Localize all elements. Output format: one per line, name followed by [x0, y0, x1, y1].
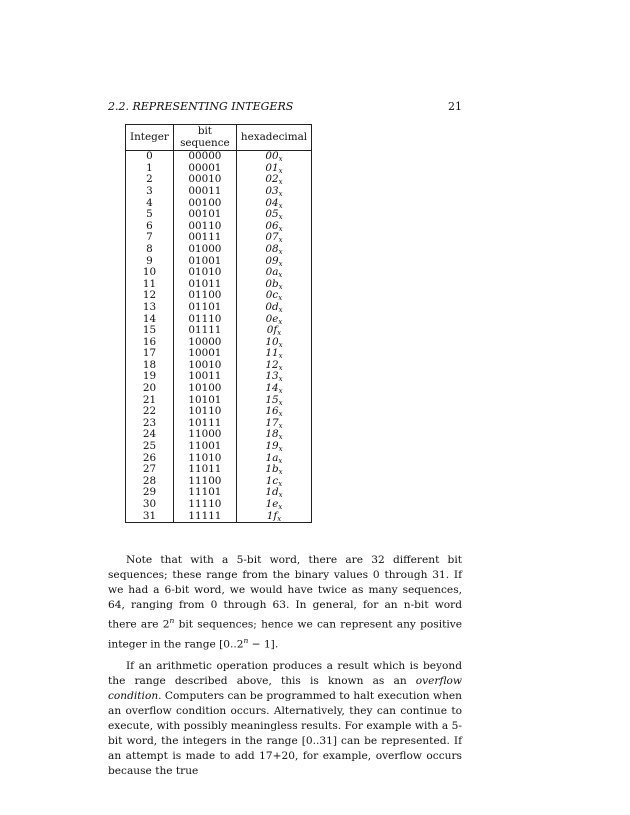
- hex-value: 09: [265, 254, 279, 267]
- hex-subscript: x: [278, 201, 283, 210]
- bit-sequence-cell: 11010: [173, 453, 236, 465]
- hex-subscript: x: [278, 363, 283, 372]
- bit-sequence-cell: 11100: [173, 476, 236, 488]
- integer-cell: 27: [126, 464, 174, 476]
- hex-value: 11: [265, 347, 279, 360]
- hex-subscript: x: [278, 178, 283, 187]
- hex-subscript: x: [278, 224, 283, 233]
- hex-value: 18: [265, 428, 279, 441]
- bit-sequence-cell: 11001: [173, 441, 236, 453]
- running-head: [108, 100, 462, 113]
- table-row: [126, 244, 312, 256]
- bit-sequence-cell: 10100: [173, 383, 236, 395]
- integer-cell: 14: [126, 314, 174, 326]
- hex-subscript: x: [278, 294, 283, 303]
- paragraph: [108, 553, 462, 653]
- bit-sequence-cell: 00010: [173, 174, 236, 186]
- paragraph-text: Note that with a 5-bit word, there are 32 different bit sequences; these range from the binary values 0 through 31. If we had a 6-bit word, we would have twice as many sequences, 64, ranging from 0 through 63. In general, for an n-bit word there are 2: [108, 554, 462, 631]
- table-row: [126, 267, 312, 279]
- hex-value: 13: [265, 370, 279, 383]
- hex-value: 1d: [265, 486, 279, 499]
- hex-subscript: x: [278, 213, 283, 222]
- table-row: [126, 325, 312, 337]
- integer-cell: 13: [126, 302, 174, 314]
- bit-sequence-cell: 00111: [173, 232, 236, 244]
- integer-cell: 23: [126, 418, 174, 430]
- table-row: [126, 383, 312, 395]
- bit-sequence-cell: 10000: [173, 337, 236, 349]
- hex-subscript: x: [278, 340, 283, 349]
- integer-cell: 9: [126, 256, 174, 268]
- integer-cell: 25: [126, 441, 174, 453]
- hex-value: 0e: [265, 312, 279, 325]
- hex-value: 1c: [265, 474, 279, 487]
- hex-subscript: x: [278, 305, 283, 314]
- integer-cell: 11: [126, 279, 174, 291]
- table-body: [126, 151, 312, 523]
- bit-sequence-cell: 00101: [173, 209, 236, 221]
- integer-cell: 8: [126, 244, 174, 256]
- superscript-text: n: [169, 616, 175, 626]
- hex-subscript: x: [278, 491, 283, 500]
- bit-sequence-cell: 01101: [173, 302, 236, 314]
- hex-subscript: x: [278, 375, 283, 384]
- emphasized-term: overflow condition: [108, 674, 462, 702]
- bit-sequence-cell: 10111: [173, 418, 236, 430]
- hex-subscript: x: [278, 352, 283, 361]
- hex-subscript: x: [278, 433, 283, 442]
- hex-value: 17: [265, 416, 279, 429]
- bit-sequence-cell: 01001: [173, 256, 236, 268]
- bit-sequence-cell: 11000: [173, 429, 236, 441]
- integer-cell: 10: [126, 267, 174, 279]
- integer-cell: 5: [126, 209, 174, 221]
- hex-value: 06: [265, 219, 279, 232]
- hex-subscript: x: [278, 155, 283, 164]
- hex-value: 05: [265, 208, 279, 221]
- integer-table-container: [125, 124, 312, 523]
- hex-value: 03: [265, 184, 279, 197]
- bit-sequence-cell: 11111: [173, 511, 236, 523]
- integer-cell: 12: [126, 290, 174, 302]
- hex-subscript: x: [278, 271, 283, 280]
- integer-cell: 17: [126, 348, 174, 360]
- integer-cell: 7: [126, 232, 174, 244]
- paragraph-text: bit sequences; hence we can represent any positive integer in the range [0..2: [108, 618, 462, 651]
- hex-subscript: x: [278, 317, 283, 326]
- hex-subscript: x: [278, 456, 283, 465]
- bit-sequence-cell: 01010: [173, 267, 236, 279]
- bit-sequence-cell: 00001: [173, 163, 236, 175]
- integer-cell: 6: [126, 221, 174, 233]
- bit-sequence-cell: 10001: [173, 348, 236, 360]
- paragraph: [108, 659, 462, 780]
- table-header-row: [126, 125, 312, 151]
- integer-cell: 16: [126, 337, 174, 349]
- paragraph-text: . Computers can be programmed to halt execution when an overflow condition occurs. Alternatively, they can continue to execute, with possibly meaningless results. For example with a 5-bit word, the integers in the range [0..31] can be represented. If an attempt is made to add 17+20, for example, overflow occurs because the true: [108, 689, 462, 778]
- hex-value: 10: [265, 335, 279, 348]
- hex-value: 1e: [265, 498, 279, 510]
- bit-sequence-cell: 11011: [173, 464, 236, 476]
- hex-subscript: x: [278, 282, 283, 291]
- hex-subscript: x: [278, 398, 283, 407]
- superscript-text: n: [243, 636, 249, 645]
- hex-value: 19: [265, 440, 279, 453]
- bit-sequence-cell: 00110: [173, 221, 236, 233]
- hex-value: 0f: [266, 324, 278, 337]
- table-row: [126, 499, 312, 511]
- bit-sequence-cell: 00100: [173, 198, 236, 210]
- page-number: 21: [448, 100, 462, 113]
- integer-cell: 28: [126, 476, 174, 488]
- body-text: [108, 553, 462, 779]
- bit-sequence-cell: 10110: [173, 406, 236, 418]
- hex-value: 15: [265, 393, 279, 406]
- integer-cell: 1: [126, 163, 174, 175]
- hex-value: 1f: [266, 509, 278, 522]
- table-row: [126, 441, 312, 453]
- bit-sequence-cell: 01110: [173, 314, 236, 326]
- integer-cell: 18: [126, 360, 174, 372]
- integer-cell: 4: [126, 198, 174, 210]
- hex-value: 1a: [265, 451, 279, 464]
- integer-representation-table: [125, 124, 312, 523]
- hex-subscript: x: [278, 259, 283, 268]
- hex-value: 16: [265, 405, 279, 418]
- integer-cell: 26: [126, 453, 174, 465]
- paragraph-text: − 1].: [248, 638, 279, 651]
- integer-cell: 30: [126, 499, 174, 511]
- integer-cell: 0: [126, 151, 174, 163]
- integer-cell: 29: [126, 487, 174, 499]
- hex-subscript: x: [277, 514, 282, 523]
- hex-value: 0d: [265, 300, 279, 313]
- hex-subscript: x: [278, 468, 283, 477]
- hexadecimal-cell: [236, 511, 311, 523]
- hex-value: 12: [265, 358, 279, 371]
- hex-subscript: x: [278, 410, 283, 419]
- integer-cell: 2: [126, 174, 174, 186]
- bit-sequence-cell: 11101: [173, 487, 236, 499]
- bit-sequence-cell: 01011: [173, 279, 236, 291]
- hex-subscript: x: [278, 166, 283, 175]
- hex-value: 02: [265, 173, 279, 186]
- table-row: [126, 186, 312, 198]
- integer-cell: 20: [126, 383, 174, 395]
- integer-cell: 19: [126, 371, 174, 383]
- bit-sequence-cell: 11110: [173, 499, 236, 511]
- bit-sequence-cell: 10011: [173, 371, 236, 383]
- hex-value: 04: [265, 196, 279, 209]
- hex-subscript: x: [278, 445, 283, 454]
- hex-subscript: x: [278, 189, 283, 198]
- hex-value: 0b: [265, 277, 279, 290]
- bit-sequence-cell: 01000: [173, 244, 236, 256]
- integer-cell: 31: [126, 511, 174, 523]
- hex-subscript: x: [278, 247, 283, 256]
- hex-value: 01: [265, 161, 279, 174]
- integer-cell: 21: [126, 395, 174, 407]
- hex-subscript: x: [278, 236, 283, 245]
- bit-sequence-cell: 00000: [173, 151, 236, 163]
- column-header-integer: Integer: [126, 125, 174, 151]
- hex-subscript: x: [278, 479, 283, 488]
- section-title: 2.2. REPRESENTING INTEGERS: [108, 100, 294, 113]
- hex-subscript: x: [277, 329, 282, 338]
- hex-subscript: x: [278, 387, 283, 396]
- hex-value: 0a: [265, 266, 279, 279]
- table-row: [126, 511, 312, 523]
- integer-cell: 22: [126, 406, 174, 418]
- bit-sequence-cell: 10101: [173, 395, 236, 407]
- integer-cell: 15: [126, 325, 174, 337]
- table-row: [126, 302, 312, 314]
- hex-value: 0c: [265, 289, 279, 302]
- table-row: [126, 151, 312, 163]
- bit-sequence-cell: 01100: [173, 290, 236, 302]
- hex-subscript: x: [278, 421, 283, 430]
- column-header-bit-sequence: bit sequence: [173, 125, 236, 151]
- bit-sequence-cell: 00011: [173, 186, 236, 198]
- integer-cell: 3: [126, 186, 174, 198]
- table-row: [126, 209, 312, 221]
- bit-sequence-cell: 10010: [173, 360, 236, 372]
- column-header-hexadecimal: hexadecimal: [236, 125, 311, 151]
- hex-value: 07: [265, 231, 279, 244]
- hex-value: 1b: [265, 463, 279, 476]
- hex-value: 08: [265, 242, 279, 255]
- bit-sequence-cell: 01111: [173, 325, 236, 337]
- hex-value: 14: [265, 382, 279, 395]
- integer-cell: 24: [126, 429, 174, 441]
- hex-value: 00: [265, 150, 279, 163]
- paragraph-text: If an arithmetic operation produces a result which is beyond the range described above, this is known as an: [108, 659, 462, 687]
- hex-subscript: x: [278, 503, 283, 511]
